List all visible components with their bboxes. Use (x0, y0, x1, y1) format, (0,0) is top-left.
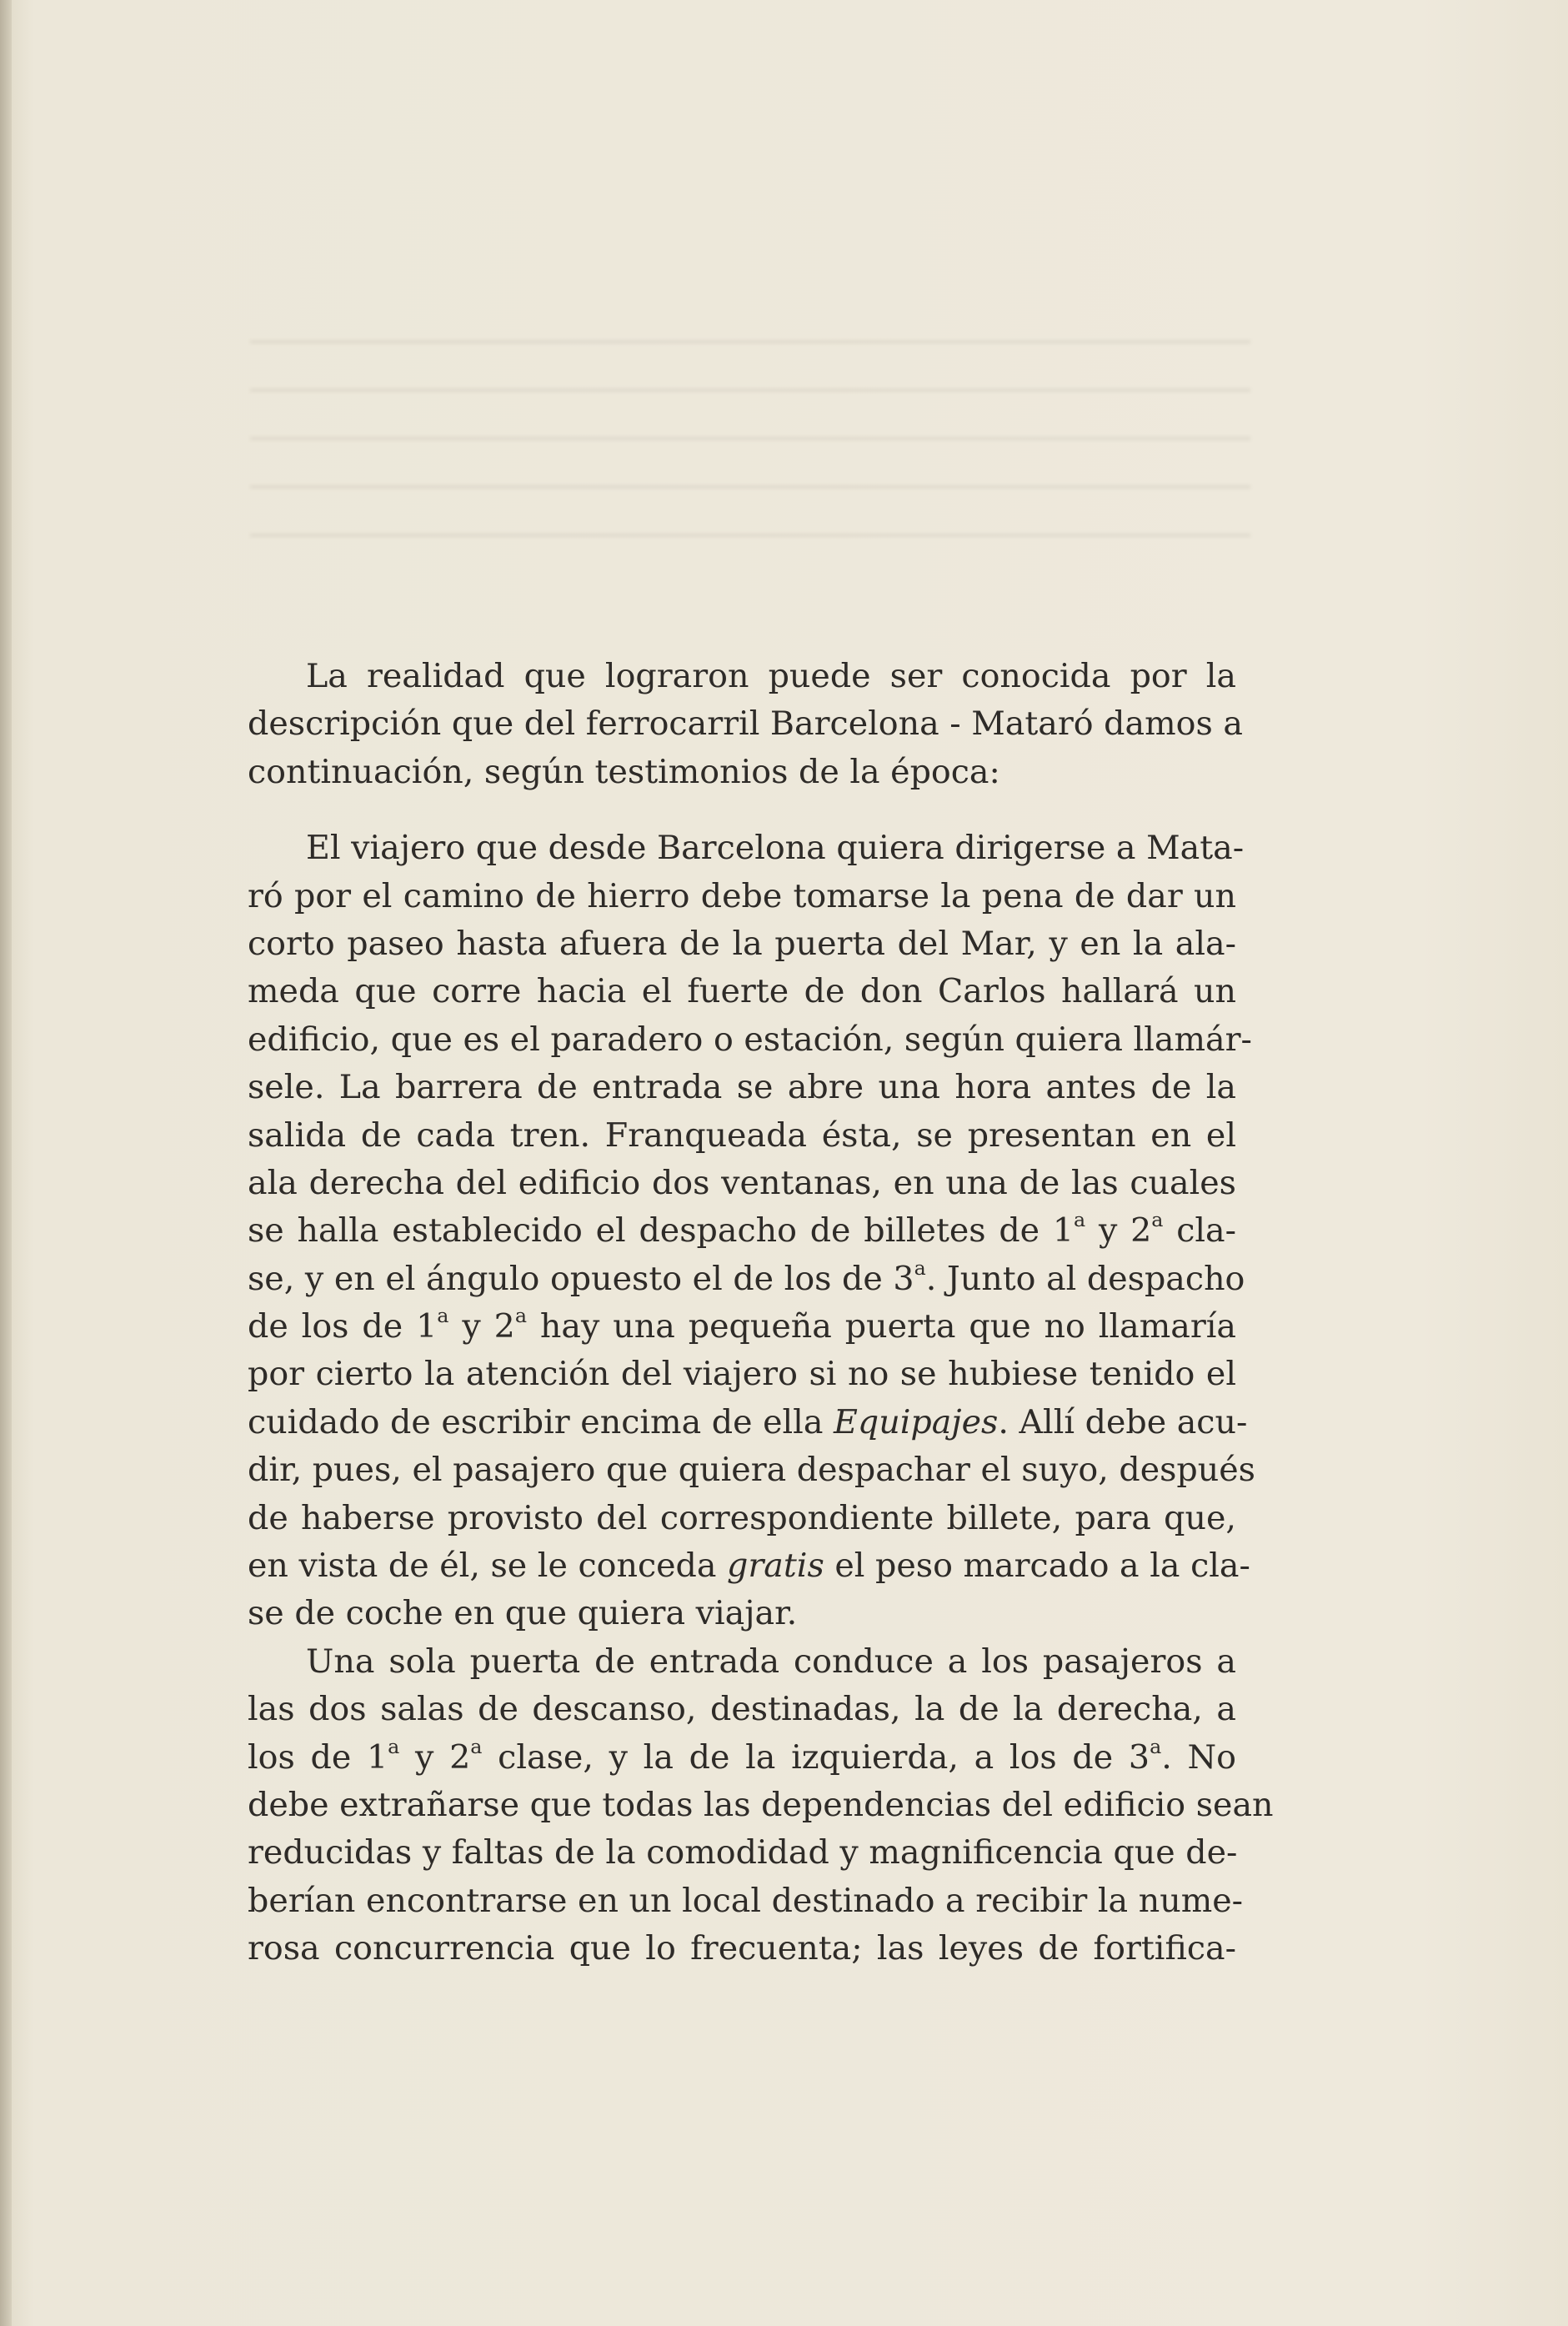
text-line: rosa concurrencia que lo frecuenta; las leyes de fortifica- (248, 1929, 1236, 1968)
text-line: debe extrañarse que todas las dependencias del edificio sean (248, 1785, 1274, 1824)
text-line: Una sola puerta de entrada conduce a los pasajeros a (306, 1642, 1236, 1681)
text-line: por cierto la atención del viajero si no se hubiese tenido el (248, 1355, 1236, 1394)
text-line: de haberse provisto del correspondiente billete, para que, (248, 1498, 1236, 1537)
text-line: dir, pues, el pasajero que quiera despachar el suyo, después (248, 1451, 1255, 1490)
text-line: en vista de él, se le conceda gratis el peso marcado a la cla- (248, 1546, 1250, 1586)
text-line: meda que corre hacia el fuerte de don Carlos hallará un (248, 972, 1236, 1011)
text-line: salida de cada tren. Franqueada ésta, se presentan en el (248, 1115, 1236, 1155)
text-line: sele. La barrera de entrada se abre una hora antes de la (248, 1068, 1236, 1107)
text-line: corto paseo hasta afuera de la puerta del Mar, y en la ala- (248, 924, 1236, 963)
text-line: descripción que del ferrocarril Barcelona - Mataró damos a (248, 704, 1243, 744)
text-line: edificio, que es el paradero o estación, según quiera llamár- (248, 1020, 1252, 1059)
text-line: ala derecha del edificio dos ventanas, en una de las cuales (248, 1163, 1236, 1202)
text-line: continuación, según testimonios de la época: (248, 752, 1000, 791)
text-line: reducidas y faltas de la comodidad y magnificencia que de- (248, 1833, 1238, 1872)
body-text (248, 653, 1274, 1973)
page-binding-edge (0, 0, 12, 2326)
text-line: La realidad que lograron puede ser conocida por la (306, 657, 1236, 695)
text-line: ró por el camino de hierro debe tomarse la pena de dar un (248, 876, 1236, 915)
text-line: las dos salas de descanso, destinadas, la de la derecha, a (248, 1690, 1236, 1729)
text-line: los de 1$^a$ y 2$^a$ clase, y la de la izquierda, a los de 3$^a$. No (248, 1734, 1236, 1777)
bleed-through-shadow (250, 308, 1250, 542)
paragraph-gap (248, 796, 1236, 825)
text-line: se, y en el ángulo opuesto el de los de 3$^a$. Junto al despacho (248, 1256, 1245, 1298)
text-line: se de coche en que quiera viajar. (248, 1594, 798, 1633)
text-line: de los de 1$^a$ y 2$^a$ hay una pequeña puerta que no llamaría (248, 1304, 1237, 1346)
text-line: cuidado de escribir encima de ella Equipajes. Allí debe acu- (248, 1402, 1248, 1441)
text-line: El viajero que desde Barcelona quiera dirigerse a Mata- (306, 829, 1245, 868)
text-line: se halla establecido el despacho de billetes de 1$^a$ y 2$^a$ cla- (248, 1208, 1237, 1251)
text-line: berían encontrarse en un local destinado a recibir la nume- (248, 1881, 1244, 1920)
